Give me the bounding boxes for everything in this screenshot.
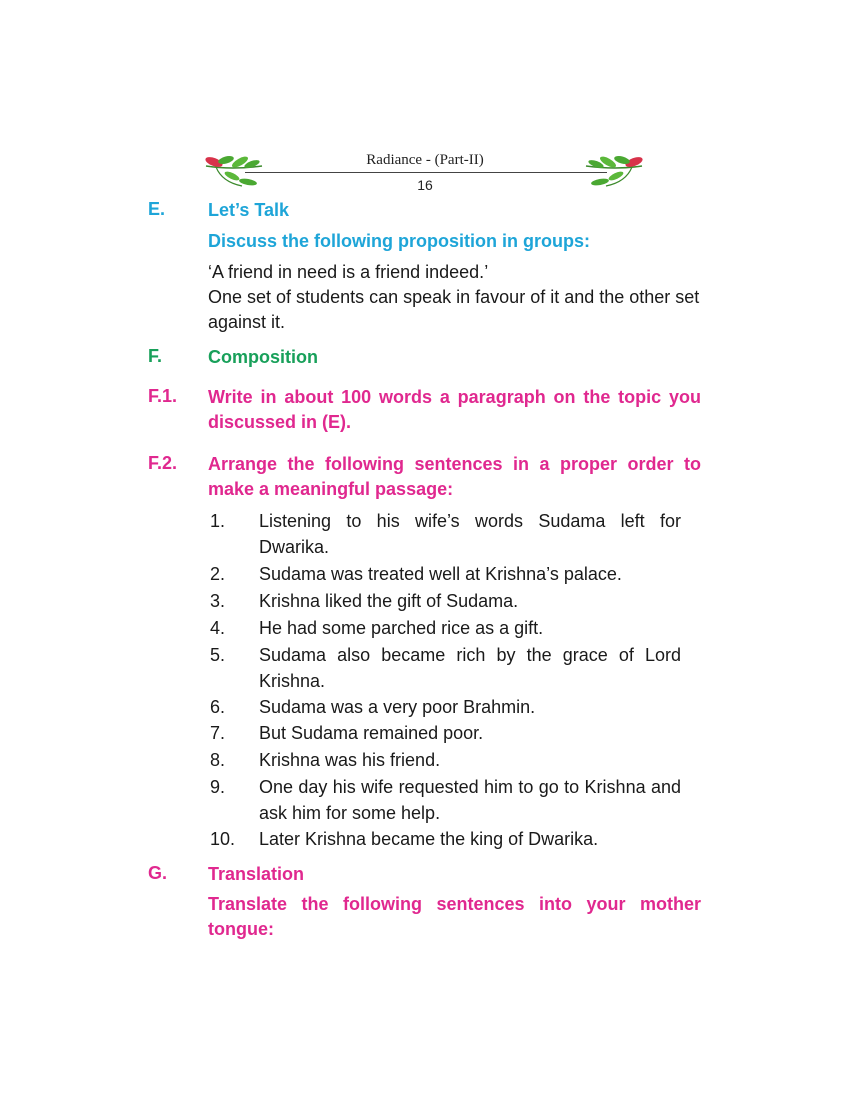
section-label: G.: [148, 863, 168, 883]
item-number: 6.: [210, 697, 226, 717]
section-label: F.2.: [148, 453, 178, 473]
section-e-instruction: Discuss the following proposition in groups:: [208, 231, 590, 251]
section-g-instruction: Translate the following sentences into your mother tongue:: [208, 894, 701, 939]
item-number: 1.: [210, 511, 226, 531]
section-e-quote: ‘A friend in need is a friend indeed.’: [208, 262, 489, 282]
section-label: F.: [148, 346, 163, 366]
section-label: E.: [148, 199, 166, 219]
item-number: 3.: [210, 591, 226, 611]
item-text: He had some parched rice as a gift.: [259, 618, 544, 638]
section-label: F.1.: [148, 386, 178, 406]
item-number: 2.: [210, 564, 226, 584]
item-number: 7.: [210, 723, 226, 743]
section-text: Arrange the following sentences in a proper order to make a meaningful passage:: [208, 454, 701, 499]
section-e-body: One set of students can speak in favour of it and the other set against it.: [208, 287, 700, 332]
section-title: Translation: [208, 864, 305, 884]
item-number: 4.: [210, 618, 226, 638]
book-title: Radiance - (Part-II): [366, 152, 484, 168]
item-text: But Sudama remained poor.: [259, 723, 484, 743]
item-text: Listening to his wife’s words Sudama left for Dwarika.: [259, 511, 681, 557]
item-text: Later Krishna became the king of Dwarika.: [259, 829, 599, 849]
item-text: Krishna liked the gift of Sudama.: [259, 591, 519, 611]
item-text: One day his wife requested him to go to Krishna and ask him for some help.: [259, 777, 681, 823]
section-title: Let’s Talk: [208, 200, 290, 220]
item-text: Sudama was treated well at Krishna’s palace.: [259, 564, 622, 584]
leaf-ornament-right-icon: [572, 152, 646, 192]
page-number: 16: [417, 177, 433, 193]
item-text: Krishna was his friend.: [259, 750, 441, 770]
section-text: Write in about 100 words a paragraph on the topic you discussed in (E).: [208, 387, 701, 432]
item-number: 5.: [210, 645, 226, 665]
item-text: Sudama also became rich by the grace of Lord Krishna.: [259, 645, 681, 691]
page-header: [0, 148, 850, 198]
header-rule: [245, 172, 607, 173]
item-number: 9.: [210, 777, 226, 797]
item-number: 8.: [210, 750, 226, 770]
item-number: 10.: [210, 829, 236, 849]
item-text: Sudama was a very poor Brahmin.: [259, 697, 536, 717]
section-title: Composition: [208, 347, 318, 367]
